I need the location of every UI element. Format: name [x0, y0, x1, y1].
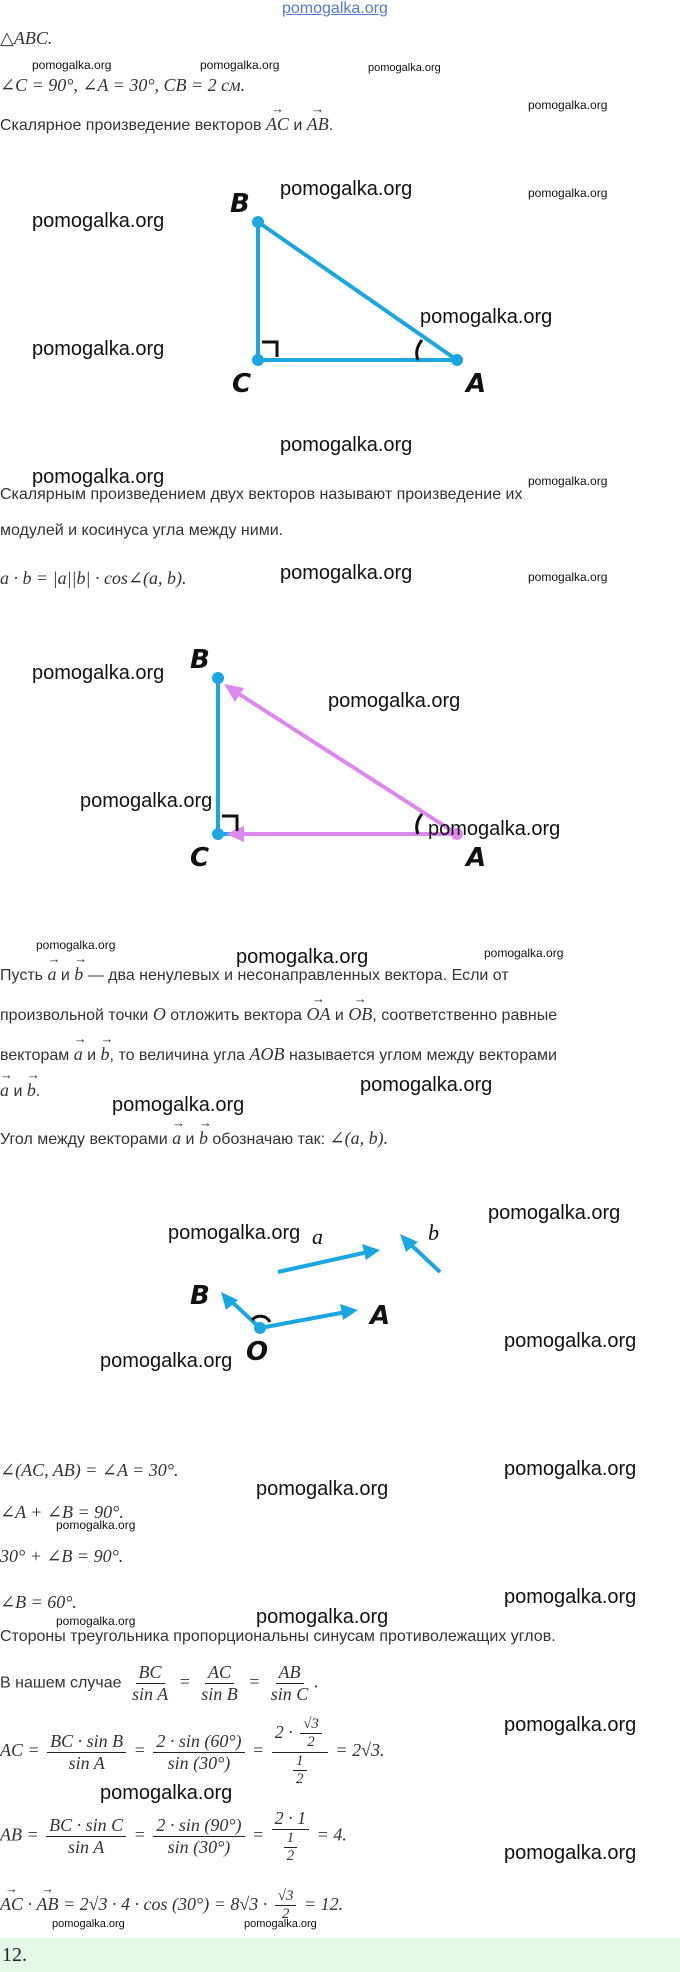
label-b: B	[190, 1281, 210, 1311]
text-fragment: В нашем случае	[0, 1674, 122, 1692]
definition-line-1: Скалярным произведением двух векторов называют произведение их	[0, 486, 523, 503]
frac-den: sin A	[68, 1752, 105, 1773]
angle-a-mark	[417, 340, 422, 360]
watermark: pomogalka.org	[504, 1330, 637, 1352]
frac-den: sin (30°)	[167, 1837, 231, 1858]
frac-num: AB	[276, 1662, 304, 1684]
watermark: pomogalka.org	[80, 790, 213, 812]
text-fragment: и	[185, 1131, 195, 1148]
result: = 4.	[316, 1824, 347, 1845]
point-b	[252, 216, 264, 228]
watermark: pomogalka.org	[52, 1918, 125, 1930]
equals: =	[248, 1671, 261, 1692]
frac-den: sin A	[131, 1683, 169, 1704]
watermark: pomogalka.org	[488, 1202, 621, 1224]
task-and: и	[293, 117, 303, 134]
watermark-top[interactable]: pomogalka.org	[282, 0, 388, 17]
label-b: B	[230, 189, 250, 219]
side-ab	[258, 222, 457, 360]
solution-step-3: 30° + ∠B = 90°.	[0, 1546, 124, 1566]
vector-a: → a	[0, 1080, 9, 1101]
watermark: pomogalka.org	[32, 662, 165, 684]
label-o: O	[246, 1337, 269, 1367]
frac-den: sin (30°)	[167, 1752, 231, 1773]
angle-aob: AOB	[249, 1044, 285, 1064]
text-fragment: .	[35, 1083, 41, 1100]
watermark: pomogalka.org	[244, 1918, 317, 1930]
watermark: pomogalka.org	[32, 210, 165, 232]
watermark: pomogalka.org	[368, 62, 441, 74]
frac-num: 2 · 1	[272, 1808, 310, 1830]
definition-line-2: модулей и косинуса угла между ними.	[0, 522, 284, 539]
dot-operator: ·	[27, 1893, 33, 1914]
text-fragment: и	[87, 1047, 97, 1064]
watermark: pomogalka.org	[280, 562, 413, 584]
watermark: pomogalka.org	[112, 1094, 245, 1116]
watermark: pomogalka.org	[528, 98, 608, 112]
vector-ob: → OB	[348, 1004, 372, 1025]
label-vector-b: b	[428, 1220, 439, 1245]
vector-ab: → AB	[307, 114, 329, 135]
frac-num: 2 · sin (60°)	[153, 1731, 244, 1753]
text-fragment: , соответственно равные	[372, 1007, 558, 1024]
watermark: pomogalka.org	[36, 938, 116, 952]
watermark: pomogalka.org	[280, 178, 413, 200]
vector-b: → b	[27, 1080, 36, 1101]
vector-a: → a	[47, 964, 56, 985]
angle-def-line-2	[0, 1004, 557, 1025]
watermark: pomogalka.org	[168, 1222, 301, 1244]
watermark: pomogalka.org	[484, 946, 564, 960]
equals: =	[178, 1671, 191, 1692]
angle-def-line-5	[0, 1128, 388, 1149]
watermark: pomogalka.org	[528, 570, 608, 584]
label-a: A	[466, 369, 487, 399]
frac-den: 2	[307, 1734, 315, 1751]
frac-num: 1	[293, 1753, 307, 1771]
vector-a: → a	[74, 1044, 83, 1065]
watermark: pomogalka.org	[504, 1842, 637, 1864]
watermark: pomogalka.org	[428, 818, 561, 840]
definition-formula: a · b = |a||b| · cos∠(a, b).	[0, 568, 187, 588]
solution-step-1: ∠(AC, AB) = ∠A = 30°.	[0, 1460, 179, 1480]
equals: =	[133, 1824, 146, 1845]
text-fragment: произвольной точки	[0, 1007, 149, 1024]
label-a: A	[370, 1301, 391, 1331]
text-fragment: 2 ·	[274, 1721, 293, 1742]
vector-a-arrow	[278, 1252, 368, 1272]
law-of-sines-case: В нашем случае $\frac{BC}{\text{sin A}}$ = $\frac{AC}{\text{sin B}}$ = $\frac{AB}{\text{sin C}}$ .	[0, 1662, 319, 1704]
vector-ab	[236, 692, 457, 834]
frac-num: BC	[136, 1662, 165, 1684]
ab-calculation	[0, 1808, 347, 1865]
angle-def-line-3	[0, 1044, 557, 1065]
watermark: pomogalka.org	[56, 1518, 136, 1532]
text-fragment: — два ненулевых и несонаправленных вектора. Если от	[87, 967, 509, 984]
angle-def-line-4	[0, 1080, 40, 1101]
point-a	[451, 354, 463, 366]
given-task	[0, 114, 333, 135]
text-fragment: = 2√3 · 4 · cos (30°) = 8√3 ·	[63, 1893, 268, 1914]
frac-den	[287, 1753, 313, 1789]
right-angle-mark	[222, 816, 237, 831]
ac-calculation	[0, 1716, 384, 1788]
point-b	[212, 672, 224, 684]
frac-num: BC · sin B	[47, 1731, 126, 1753]
vector-ob-arrow	[230, 1300, 260, 1328]
label-vector-a: a	[312, 1224, 323, 1249]
vector-oa: → OA	[306, 1004, 330, 1025]
frac-den: sin A	[68, 1837, 105, 1858]
text-fragment: векторам	[0, 1047, 70, 1064]
watermark: pomogalka.org	[32, 338, 165, 360]
watermark: pomogalka.org	[504, 1458, 637, 1480]
text-fragment: и	[334, 1007, 344, 1024]
vector-ab: → AB	[37, 1894, 59, 1915]
watermark: pomogalka.org	[328, 690, 461, 712]
text-fragment: , то величина угла	[109, 1047, 246, 1064]
frac-den: 2	[296, 1770, 304, 1787]
watermark: pomogalka.org	[360, 1074, 493, 1096]
given-conditions: ∠C = 90°, ∠A = 30°, CB = 2 см.	[0, 75, 246, 95]
text-fragment: Угол между векторами	[0, 1131, 168, 1148]
frac-den	[278, 1830, 304, 1866]
right-angle-mark	[262, 342, 277, 357]
watermark: pomogalka.org	[32, 58, 112, 72]
vector-b: → b	[74, 964, 83, 985]
vector-ac: → AC	[0, 1894, 23, 1915]
frac-num	[272, 1716, 328, 1753]
solution-step-4: ∠B = 60°.	[0, 1592, 77, 1612]
watermark: pomogalka.org	[504, 1714, 637, 1736]
watermark: pomogalka.org	[56, 1614, 136, 1628]
watermark: pomogalka.org	[200, 58, 280, 72]
watermark: pomogalka.org	[504, 1586, 637, 1608]
frac-num: AC	[205, 1662, 234, 1684]
frac-num: BC · sin C	[46, 1815, 126, 1837]
point-c	[212, 828, 224, 840]
frac-num: √3	[275, 1888, 297, 1906]
watermark: pomogalka.org	[528, 186, 608, 200]
point-c	[252, 354, 264, 366]
given-triangle: △ABC.	[0, 28, 53, 48]
text-fragment: AC =	[0, 1740, 40, 1761]
vector-a: → a	[172, 1128, 181, 1149]
task-prefix: Скалярное произведение векторов	[0, 117, 262, 134]
text-fragment: отложить вектора	[170, 1007, 303, 1024]
vector-oa-arrowhead	[340, 1304, 358, 1320]
watermark: pomogalka.org	[100, 1350, 233, 1372]
vector-ac: → AC	[266, 114, 289, 135]
solution-step-2: ∠A + ∠B = 90°.	[0, 1502, 124, 1522]
vector-a-arrowhead	[362, 1244, 380, 1260]
frac-den: 2	[286, 1847, 295, 1864]
vector-oa-arrow	[260, 1312, 346, 1328]
label-b: B	[190, 645, 210, 675]
watermark: pomogalka.org	[256, 1478, 389, 1500]
label-a: A	[466, 843, 487, 873]
equals: =	[252, 1824, 265, 1845]
text-fragment: называется углом между векторами	[288, 1047, 557, 1064]
law-of-sines-text: Стороны треугольника пропорциональны синусам противолежащих углов.	[0, 1628, 556, 1645]
angle-notation: ∠(a, b).	[329, 1128, 389, 1148]
vector-ac-arrowhead	[226, 826, 244, 842]
label-c: C	[232, 369, 252, 399]
frac-den: sin B	[201, 1683, 238, 1704]
equals: =	[133, 1740, 146, 1761]
point-o	[254, 1322, 266, 1334]
watermark: pomogalka.org	[100, 1782, 233, 1804]
equals: =	[252, 1740, 265, 1761]
watermark: pomogalka.org	[256, 1606, 389, 1628]
result: = 2√3.	[335, 1740, 385, 1761]
text-fragment: обозначаю так:	[212, 1131, 326, 1148]
frac-num: √3	[300, 1716, 322, 1734]
text-fragment: AB =	[0, 1824, 39, 1845]
vector-b: → b	[199, 1128, 208, 1149]
text-fragment: и	[13, 1083, 23, 1100]
answer-box: 12.	[0, 1938, 680, 1972]
result: = 12.	[303, 1893, 344, 1914]
text-fragment: Пусть	[0, 967, 43, 984]
vector-b-arrow	[408, 1242, 440, 1272]
text-fragment: и	[60, 967, 70, 984]
frac-den: 2	[281, 1906, 290, 1923]
frac-num: 1	[284, 1830, 298, 1848]
angle-a-mark	[417, 814, 422, 834]
task-end: .	[328, 117, 334, 134]
frac-num: 2 · sin (90°)	[153, 1815, 244, 1837]
point-o: O	[152, 1004, 166, 1024]
label-c: C	[190, 843, 210, 873]
vector-b: → b	[101, 1044, 110, 1065]
watermark: pomogalka.org	[420, 306, 553, 328]
watermark: pomogalka.org	[236, 946, 369, 968]
frac-den: sin C	[270, 1683, 309, 1704]
watermark: pomogalka.org	[32, 466, 165, 488]
watermark: pomogalka.org	[528, 474, 608, 488]
watermark: pomogalka.org	[280, 434, 413, 456]
